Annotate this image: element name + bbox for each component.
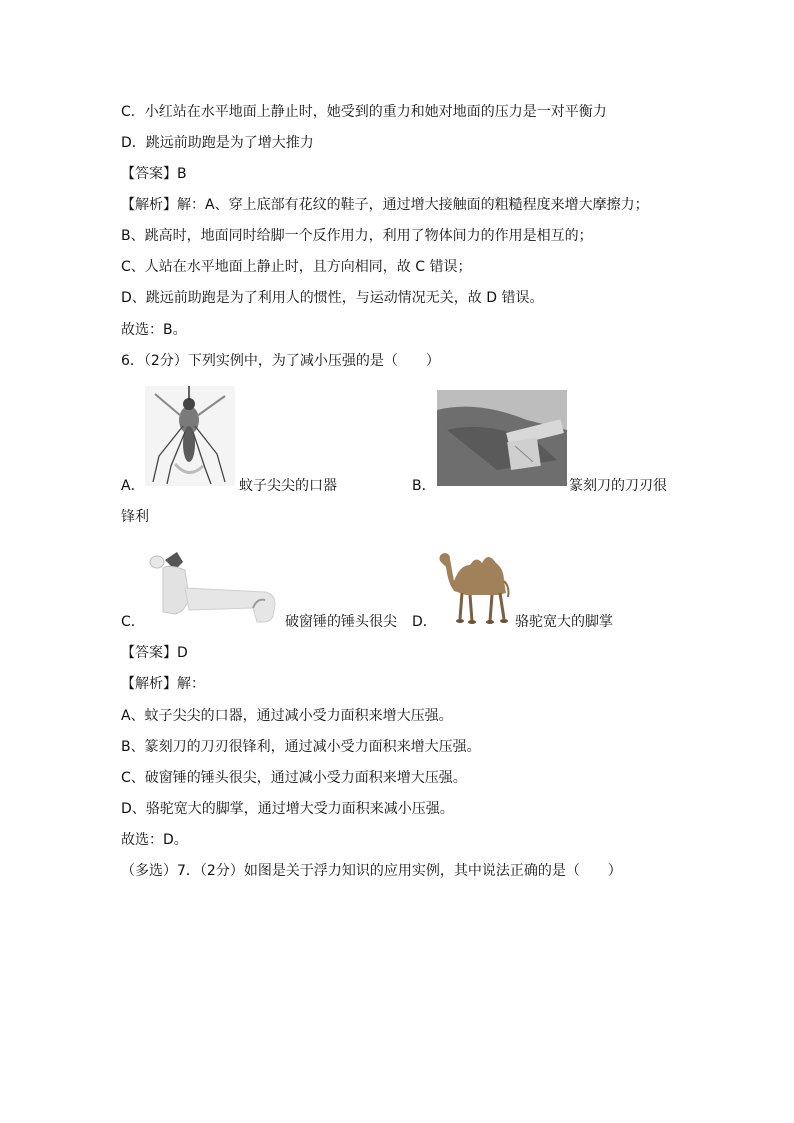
question-7-stem: （多选）7．（2分）如图是关于浮力知识的应用实例，其中说法正确的是（ ）	[121, 863, 622, 879]
answer-q5: 【答案】B	[121, 166, 187, 182]
option-b-text-wrap: 锋利	[121, 509, 149, 525]
choose-q6: 故选：D。	[121, 832, 188, 848]
option-c-text: 破窗锤的锤头很尖	[285, 614, 397, 630]
option-d-prev: D．跳远前助跑是为了增大推力	[121, 135, 314, 151]
analysis-q5-line1: 【解析】解：A、穿上底部有花纹的鞋子，通过增大接触面的粗糙程度来增大摩擦力；	[121, 197, 649, 213]
analysis-q6-head: 【解析】解：	[121, 676, 205, 692]
mosquito-image	[145, 386, 235, 486]
analysis-q5-line4: D、跳远前助跑是为了利用人的惯性，与运动情况无关，故 D 错误。	[121, 290, 544, 306]
option-a-letter: A．	[121, 478, 145, 494]
analysis-q5-line2: B、跳高时，地面同时给脚一个反作用力，利用了物体间力的作用是相互的；	[121, 228, 593, 244]
analysis-q6-a: A、蚊子尖尖的口器，通过减小受力面积来增大压强。	[121, 708, 453, 724]
option-b-text: 篆刻刀的刀刃很	[569, 478, 667, 494]
safety-hammer-image	[145, 548, 283, 632]
camel-image	[434, 541, 514, 625]
carving-knife-image	[437, 390, 567, 486]
question-6-stem: 6．（2分）下列实例中，为了减小压强的是（ ）	[121, 353, 440, 369]
option-c-letter: C．	[121, 614, 145, 630]
option-d-text: 骆驼宽大的脚掌	[515, 614, 613, 630]
analysis-q5-line3: C、人站在水平地面上静止时，且方向相同，故 C 错误；	[121, 259, 472, 275]
option-c-prev: C．小红站在水平地面上静止时，她受到的重力和她对地面的压力是一对平衡力	[121, 104, 607, 120]
analysis-q6-b: B、篆刻刀的刀刃很锋利，通过减小受力面积来增大压强。	[121, 739, 481, 755]
option-a-text: 蚊子尖尖的口器	[239, 478, 337, 494]
option-b-letter: B．	[412, 478, 436, 494]
option-d-letter: D．	[412, 614, 437, 630]
answer-q6: 【答案】D	[121, 645, 188, 661]
analysis-q6-d: D、骆驼宽大的脚掌，通过增大受力面积来减小压强。	[121, 801, 454, 817]
analysis-q6-c: C、破窗锤的锤头很尖，通过减小受力面积来增大压强。	[121, 770, 467, 786]
choose-q5: 故选：B。	[121, 322, 187, 338]
